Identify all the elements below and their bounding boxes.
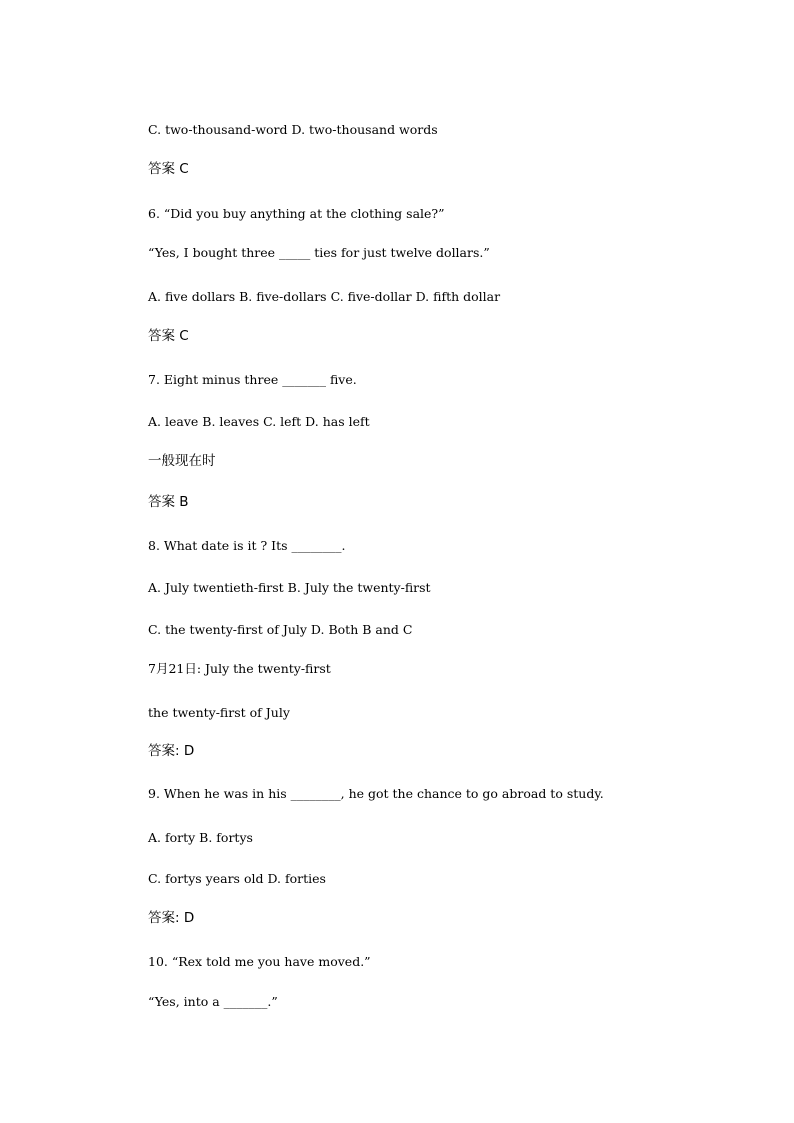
answer-line: 答案 C [148,328,189,344]
explanation-line: the twenty-first of July [148,705,290,720]
question-6: 6. “Did you buy anything at the clothing sale?” [148,206,445,221]
question-7-options: A. leave B. leaves C. left D. has left [148,414,370,429]
explanation-line: 7月21日: July the twenty-first [148,661,331,676]
question-6-options: A. five dollars B. five-dollars C. five-dollar D. fifth dollar [148,289,501,304]
answer-line: 答案: D [148,743,195,759]
question-9: 9. When he was in his ________, he got the chance to go abroad to study. [148,786,604,801]
question-8-options-a-b: A. July twentieth-first B. July the twenty-first [148,580,431,595]
question-9-options-a-b: A. forty B. fortys [148,830,253,845]
answer-line: 答案: D [148,910,195,926]
answer-line: 答案 B [148,494,189,510]
question-6-reply: “Yes, I bought three _____ ties for just twelve dollars.” [148,245,490,260]
question-8: 8. What date is it ? Its ________. [148,538,346,553]
answer-line: 答案 C [148,161,189,177]
question-8-options-c-d: C. the twenty-first of July D. Both B and C [148,622,413,637]
question-10-reply: “Yes, into a _______.” [148,994,278,1009]
question-7: 7. Eight minus three _______ five. [148,372,357,387]
question-9-options-c-d: C. fortys years old D. forties [148,871,326,886]
explanation-line: 一般现在时 [148,453,216,469]
option-line-c-d: C. two-thousand-word D. two-thousand words [148,122,438,137]
question-10: 10. “Rex told me you have moved.” [148,954,371,969]
